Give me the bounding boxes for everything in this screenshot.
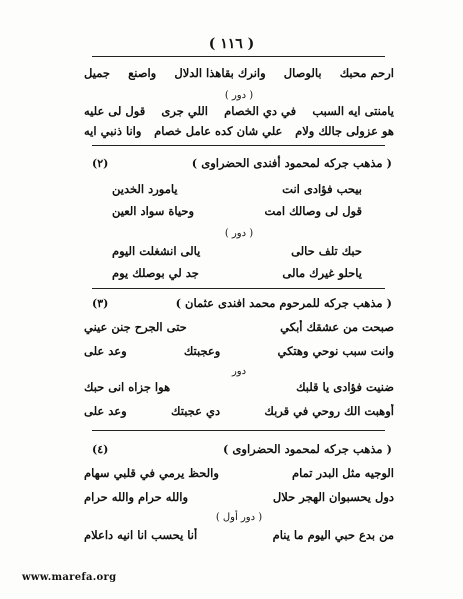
dawr-label: ( دور ) [224, 228, 254, 239]
section-title-3: ( مذهب جركه للمرحوم محمد افندى عثمان ) (٣) [92, 296, 392, 310]
section-title-4: ( مذهب جركه لمحمود الحضراوى ) (٤) [92, 442, 392, 456]
dawr-label: ( دور ) [224, 90, 254, 101]
dawr-label: دور [231, 366, 247, 377]
header-rule [92, 56, 385, 57]
page-number: ( ١١٦ ) [208, 36, 255, 52]
verse-line-8: صبحت من عشقك أبكي حتى الجرح جنن عيني [84, 320, 394, 334]
verse-line-6: حبك تلف حالى يالى انشغلت اليوم [112, 244, 362, 258]
section-divider [92, 430, 385, 431]
verse-line-4: بيحب فؤادى انت يامورد الخدين [112, 182, 362, 196]
verse-line-2: يامنتى ايه السبب في دي الخصام اللي جرى قول لى عليه [84, 104, 394, 118]
verse-line-11: أوهبت الك روحي في قربك دي عجبتك وعد على [84, 404, 394, 418]
section-divider [92, 288, 385, 289]
verse-line-13: دول يحسبوان الهجر حلال والله حرام والله حرام [84, 490, 394, 504]
verse-line-10: ضنيت فؤادى يا قلبك هوا جزاه انى حبك [84, 380, 394, 394]
verse-line-12: الوجيه مثل البدر تمام والحظ يرمي في قلبي سهام [84, 466, 394, 480]
verse-line-5: قول لى وصالك امت وحياة سواد العين [112, 204, 362, 218]
verse-line-9: وانت سبب نوحي وهتكي وعجبتك وعد على [84, 344, 394, 358]
section-divider [92, 145, 385, 146]
dawr-label: ( دور أول ) [215, 512, 263, 523]
verse-line-7: ياحلو غيرك مالى جد لي بوصلك يوم [112, 266, 362, 280]
footer-website: www.marefa.org [22, 572, 117, 583]
verse-line-3: هو عزولى جالك ولام علي شان كده عامل خصام وانا ذنبي ايه [84, 124, 394, 138]
verse-line-14: من بدع حبي اليوم ما ينام أنا يحسب انا انيه داعلام [84, 528, 394, 542]
section-title-2: ( مذهب جركه لمحمود أفندى الحضراوى ) (٢) [92, 156, 392, 170]
verse-line-1: ارحم محبك بالوصال وانرك بقاهذا الدلال واصنع جميل [84, 66, 394, 80]
